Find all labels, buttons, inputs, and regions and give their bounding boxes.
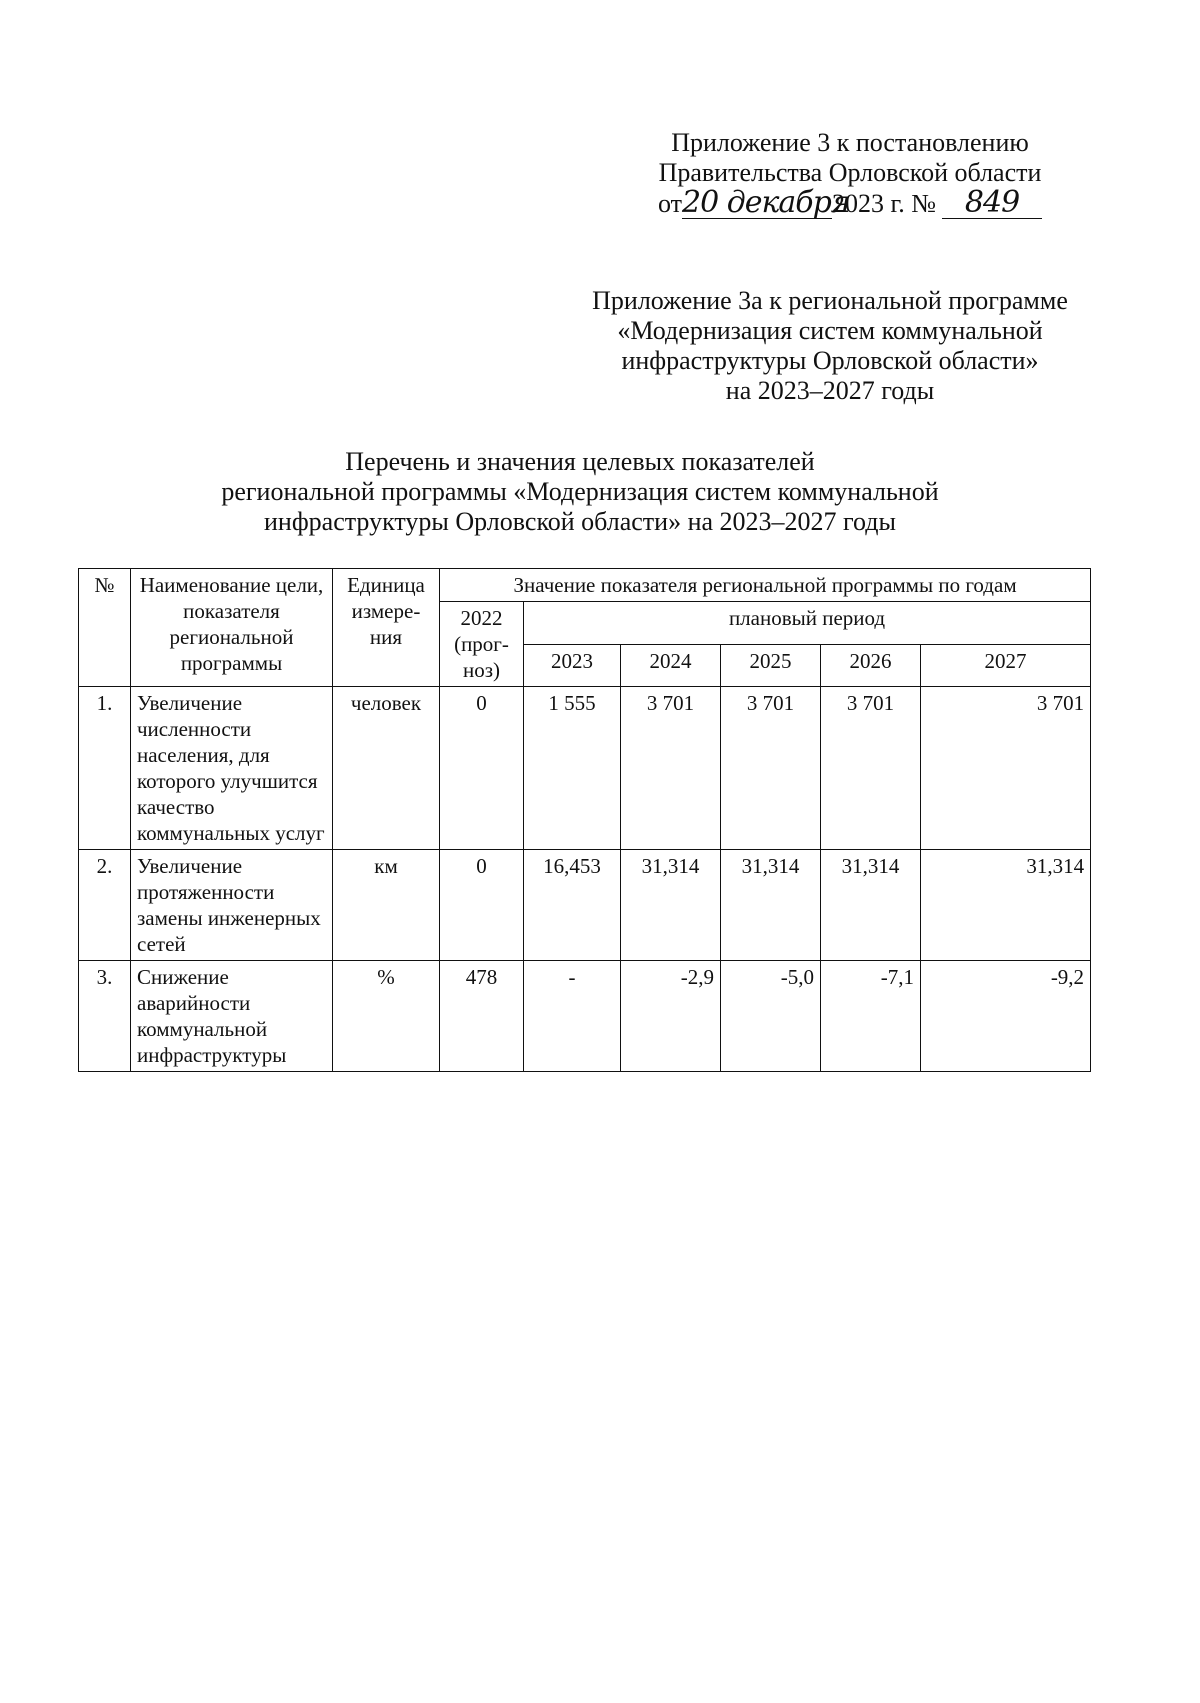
row-unit: %	[333, 961, 440, 1072]
header1-date-line	[640, 185, 1060, 220]
row-value-2024: 31,314	[621, 850, 721, 961]
decree-appendix-header	[640, 128, 1060, 219]
row-value-2026: 3 701	[821, 687, 921, 850]
row-value-2026: -7,1	[821, 961, 921, 1072]
col-header-year: 2024	[621, 644, 721, 687]
header1-line2: Правительства Орловской области	[658, 158, 1042, 187]
handwritten-date: 20 декабря	[681, 185, 850, 220]
row-value-2022: 478	[440, 961, 524, 1072]
header1-line1: Приложение 3 к постановлению	[671, 128, 1029, 157]
row-name: Увеличение протяженности замены инженерных сетей	[131, 850, 333, 961]
col-header-year: 2026	[821, 644, 921, 687]
row-value-2025: 3 701	[721, 687, 821, 850]
header2-line1: Приложение 3а к региональной программе	[592, 286, 1068, 315]
row-name: Снижение аварийности коммунальной инфраструктуры	[131, 961, 333, 1072]
header2-line4: на 2023–2027 годы	[725, 376, 935, 405]
handwritten-number: 849	[942, 188, 1042, 219]
title-line1: Перечень и значения целевых показателей	[345, 447, 815, 476]
indicators-table	[78, 568, 1091, 1072]
row-value-2026: 31,314	[821, 850, 921, 961]
col-header-year: 2027	[921, 644, 1091, 687]
row-value-2027: -9,2	[921, 961, 1091, 1072]
row-num: 3.	[79, 961, 131, 1072]
table-row	[79, 961, 1091, 1072]
date-prefix: от	[657, 189, 682, 218]
table-row	[79, 687, 1091, 850]
table-row	[79, 850, 1091, 961]
col-header-2022: 2022 (прог-ноз)	[440, 602, 524, 687]
header2-line2: «Модернизация систем коммунальной	[617, 316, 1043, 345]
row-value-2023: 16,453	[524, 850, 621, 961]
row-value-2027: 3 701	[921, 687, 1091, 850]
row-value-2024: -2,9	[621, 961, 721, 1072]
col-header-num: №	[79, 569, 131, 687]
col-header-name: Наименование цели, показателя региональной программы	[131, 569, 333, 687]
col-header-unit: Единица измере-ния	[333, 569, 440, 687]
col-header-planned-period: плановый период	[524, 602, 1091, 645]
col-header-year: 2023	[524, 644, 621, 687]
row-value-2022: 0	[440, 687, 524, 850]
row-unit: км	[333, 850, 440, 961]
row-name: Увеличение численности населения, для которого улучшится качество коммунальных услуг	[131, 687, 333, 850]
col-header-year: 2025	[721, 644, 821, 687]
row-value-2024: 3 701	[621, 687, 721, 850]
row-num: 1.	[79, 687, 131, 850]
program-appendix-header	[560, 286, 1100, 406]
header2-line3: инфраструктуры Орловской области»	[621, 346, 1039, 375]
document-title	[150, 447, 1010, 537]
row-num: 2.	[79, 850, 131, 961]
row-value-2025: -5,0	[721, 961, 821, 1072]
row-value-2025: 31,314	[721, 850, 821, 961]
row-value-2023: 1 555	[524, 687, 621, 850]
header-row-1	[79, 569, 1091, 602]
row-value-2027: 31,314	[921, 850, 1091, 961]
row-value-2022: 0	[440, 850, 524, 961]
date-year: 2023 г. №	[831, 189, 937, 218]
row-unit: человек	[333, 687, 440, 850]
title-line3: инфраструктуры Орловской области» на 2023–2027 годы	[264, 507, 896, 536]
title-line2: региональной программы «Модернизация систем коммунальной	[221, 477, 939, 506]
col-header-values-group: Значение показателя региональной программы по годам	[440, 569, 1091, 602]
row-value-2023: -	[524, 961, 621, 1072]
